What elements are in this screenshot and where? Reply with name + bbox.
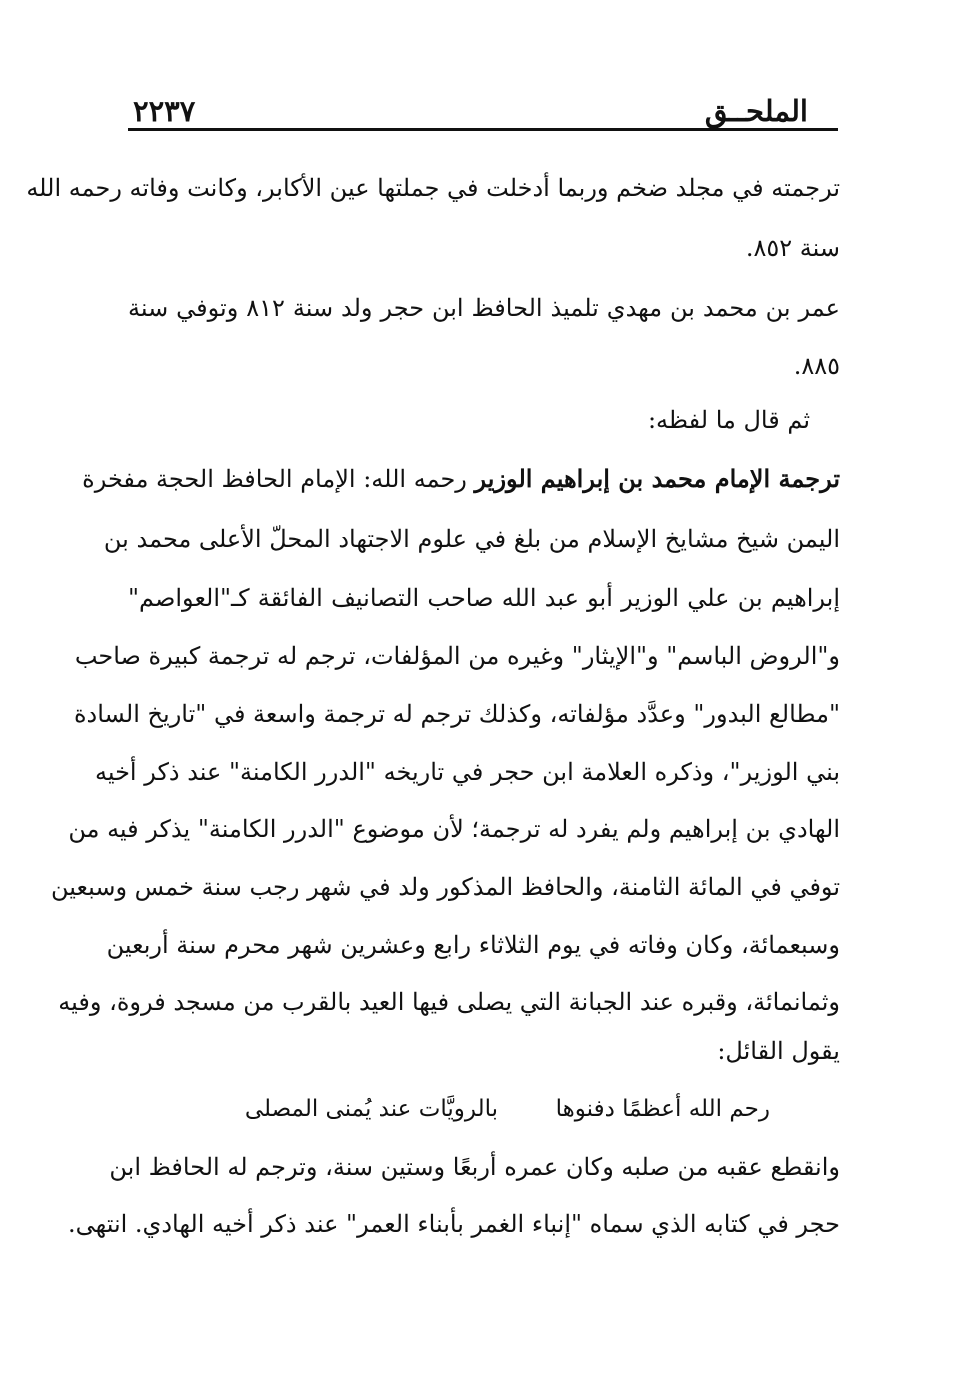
text-line: و"الروض الباسم" و"الإيثار" وغيره من المؤلفات، ترجم له ترجمة كبيرة صاحب	[74, 642, 840, 670]
bio-heading: ترجمة الإمام محمد بن إبراهيم الوزير	[474, 464, 840, 493]
header-rule	[128, 128, 838, 131]
text-line: توفي في المائة الثامنة، والحافظ المذكور ولد في شهر رجب سنة خمس وسبعين	[51, 873, 840, 901]
bio-heading-line	[82, 456, 840, 502]
text-line: سنة ٨٥٢.	[745, 234, 840, 262]
page-number: ٢٢٣٧	[133, 94, 196, 128]
text-line: يقول القائل:	[717, 1037, 840, 1065]
text-line: وثمانمائة، وقبره عند الجبانة التي يصلى فيها العيد بالقرب من مسجد فروة، وفيه	[58, 988, 840, 1016]
text-line: إبراهيم بن علي الوزير أبو عبد الله صاحب التصانيف الفائقة كـ"العواصم"	[128, 584, 840, 612]
text-line: حجر في كتابه الذي سماه "إنباء الغمر بأبناء العمر" عند ذكر أخيه الهادي. انتهى.	[68, 1210, 840, 1238]
text-line: ترجمته في مجلد ضخم وربما أدخلت في جملتها عين الأكابر، وكانت وفاته رحمه الله	[26, 174, 840, 202]
verse-hemistich-1: رحم الله أعظمًا دفنوها	[555, 1096, 770, 1122]
text-line: وانقطع عقبه من صلبه وكان عمره أربعًا وستين سنة، وترجم له الحافظ ابن	[109, 1153, 840, 1181]
bio-heading-after: رحمه الله:	[363, 465, 467, 493]
running-title: الملحــق	[704, 94, 808, 128]
text-line: ثم قال ما لفظه:	[647, 406, 810, 434]
verse-hemistich-2: بالرويَّات عند يُمنى المصلى	[244, 1096, 498, 1122]
text-line: الهادي بن إبراهيم ولم يفرد له ترجمة؛ لأن موضوع "الدرر الكامنة" يذكر فيه من	[68, 815, 840, 843]
text-line: بني الوزير"، وذكره العلامة ابن حجر في تاريخه "الدرر الكامنة" عند ذكر أخيه	[94, 758, 840, 786]
bio-heading-rest: الإمام الحافظ الحجة مفخرة	[82, 465, 356, 493]
text-line: وسبعمائة، وكان وفاته في يوم الثلاثاء رابع وعشرين شهر محرم سنة أربعين	[106, 931, 840, 959]
text-line: "مطالع البدور" وعدَّد مؤلفاته، وكذلك ترجم له ترجمة واسعة في "تاريخ السادة	[73, 700, 840, 728]
text-line: عمر بن محمد بن مهدي تلميذ الحافظ ابن حجر ولد سنة ٨١٢ وتوفي سنة	[128, 294, 840, 322]
text-line: اليمن شيخ مشايخ الإسلام من بلغ في علوم الاجتهاد المحلّ الأعلى محمد بن	[103, 525, 840, 553]
text-line: ٨٨٥.	[793, 352, 840, 380]
running-header	[128, 92, 838, 132]
